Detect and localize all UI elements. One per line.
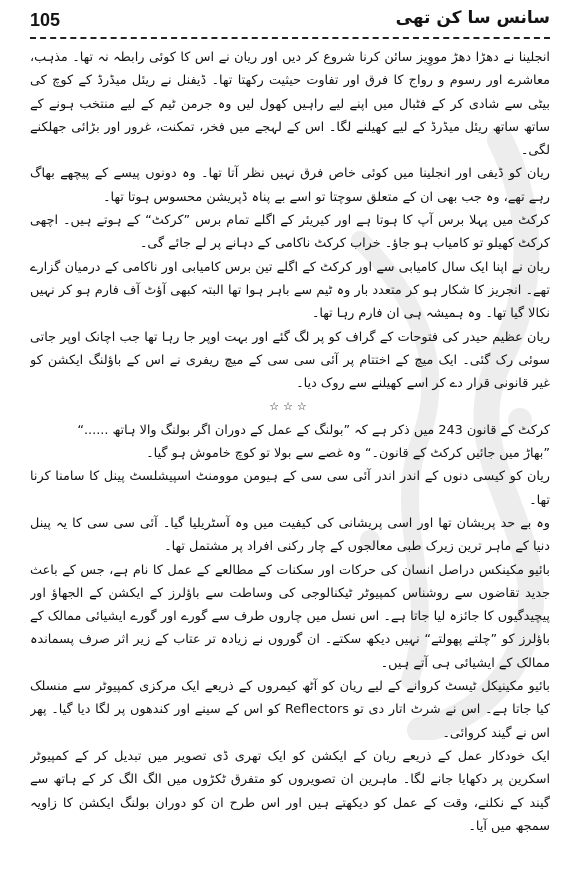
page-body [30, 46, 550, 880]
page-number: 105 [30, 10, 61, 30]
paragraph: کرکٹ کے قانون 243 میں ذکر ہے کہ ”بولنگ کے عمل کے دوران اگر بولنگ والا ہاتھ ......“ [77, 422, 550, 438]
paragraph: ریان کو ڈیفی اور انجلینا میں کوئی خاص فرق نہیں نظر آتا تھا۔ وہ دونوں پیسے کے پیچھے بھاگ رہے تھے، وہ جب بھی ان کے متعلق سوچتا تو اسے بے پناہ ڈپریشن محسوس ہوتا تھا۔ [30, 166, 550, 205]
paragraph: بائیو مکینیکل ٹیسٹ کروانے کے لیے ریان کو آٹھ کیمروں کے ذریعے ایک مرکزی کمپیوٹر سے منسلک کیا جاتا ہے۔ اس نے شرٹ اتار دی تو Reflectors کو اس کے سینے اور کندھوں پر لگا دیا گیا۔ پھر اس نے گیند کروائی۔ [30, 679, 550, 741]
paragraph: ”بھاڑ میں جائیں کرکٹ کے قانون۔“ وہ غصے سے بولا تو کوچ خاموش ہو گیا۔ [146, 446, 550, 462]
running-title: سانس سا کن تھی [395, 8, 550, 28]
paragraph: ایک خودکار عمل کے ذریعے ریان کے ایکشن کو ایک تھری ڈی تصویر میں تبدیل کر کے کمپیوٹر اسکرین پر دکھایا جانے لگا۔ ماہرین ان تصویروں کو متفرق ٹکڑوں میں الگ الگ کر کے ہاتھ سے گیند کے نکلنے، وقت کے عمل کو دیکھتے ہیں اور اس طرح ان کو دوران بولنگ ایکشن کا زاویہ سمجھ میں آیا۔ [30, 748, 550, 834]
header-divider [30, 37, 550, 39]
section-separator: ☆☆☆ [269, 400, 311, 414]
paragraph: کرکٹ میں پہلا برس آپ کا ہوتا ہے اور کیریئر کے اگلے تمام برس ”کرکٹ“ کے ہوتے ہیں۔ اچھی کرکٹ کھیلو تو کامیاب ہو جاؤ۔ خراب کرکٹ ناکامی کے دہانے پر لے جائے گی۔ [30, 213, 550, 252]
paragraph: انجلینا نے دھڑا دھڑ مووِیز سائن کرنا شروع کر دیں اور ریان نے اس کا کوئی رابطہ نہ تھا۔ مذہب، معاشرے اور رسوم و رواج کا فرق اور تفاوت حیثیت رکھتا تھا۔ ڈیفنل نے ریئل میڈرڈ کے کوچ کی بیٹی سے شادی کر کے فٹبال میں اپنے لیے راہیں کھول لیں وہ جرمن ٹیم کے لیے منتخب ہونے کے ساتھ ساتھ ریئل میڈرڈ کے لیے کھیلنے لگا۔ اس کے لہجے میں فخر، تمکنت، غرور اور بڑائی جھلکنے لگی۔ [30, 50, 550, 159]
paragraph: ریان عظیم حیدر کی فتوحات کے گراف کو پر لگ گئے اور بہت اوپر جا رہا تھا جب اچانک اوپر جاتی سوئی رک گئی۔ ایک میچ کے اختتام پر آئی سی سی کے میچ ریفری نے اس کے باؤلنگ ایکشن کو غیر قانونی قرار دے کر اسے کھیلنے سے روک دیا۔ [30, 329, 550, 392]
page-header [30, 8, 550, 38]
paragraph: ریان کو کیسی دنوں کے اندر اندر آئی سی سی کے ہیومن موومنٹ اسپیشلسٹ پینل کا سامنا کرنا تھا۔ [30, 469, 550, 508]
paragraph: ریان نے اپنا ایک سال کامیابی سے اور کرکٹ کے اگلے تین برس کامیابی اور ناکامی کے درمیان گزارے تھے۔ انجریز کا شکار ہو کر متعدد بار وہ ٹیم سے باہر ہوا تھا البتہ کبھی آؤٹ آف فارم ہو کر نہیں نکالا گیا تھا۔ وہ ہمیشہ ہی ان فارم رہا تھا۔ [30, 259, 550, 322]
paragraph: بائیو مکینکس دراصل انسان کی حرکات اور سکنات کے مطالعے کے عمل کا نام ہے، جس کے باعث جدید تقاضوں سے روشناس کمپیوٹر ٹیکنالوجی کی وساطت سے باؤلرز کے ایکشن کے الجھاؤ اور پیچیدگیوں کا جائزہ لیا جاتا ہے۔ اس نسل میں چاروں طرف سے گورے اور گورے ایشیائی ممالک کے باؤلرز کو ”چلتے پھولتے“ نہیں دیکھ سکتے۔ ان گوروں نے زیادہ تر عتاب کے زیر اثر صرف پسماندہ ممالک کے ایشیائی ہی آتے ہیں۔ [30, 562, 550, 671]
paragraph: وہ بے حد پریشان تھا اور اسی پریشانی کی کیفیت میں وہ آسٹریلیا گیا۔ آئی سی سی کا یہ پینل دنیا کے ماہر ترین زیرک طبی معالجوں کے چار رکنی افراد پر مشتمل تھا۔ [30, 515, 550, 555]
